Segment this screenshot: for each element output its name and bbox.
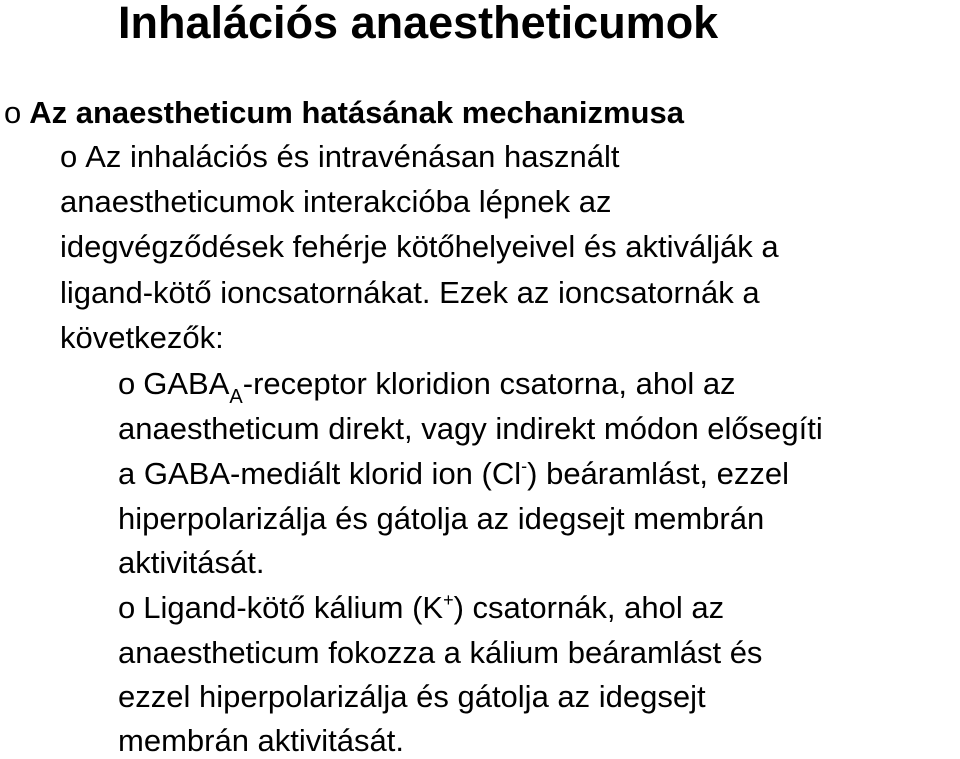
slide-title: Inhalációs anaestheticumok bbox=[118, 0, 719, 48]
gaba-text: -receptor kloridion csatorna, ahol az bbox=[242, 366, 736, 401]
level1-heading-line bbox=[4, 95, 684, 131]
bullet-marker: o bbox=[118, 590, 136, 625]
gaba-text: ) beáramlást, ezzel bbox=[527, 456, 790, 491]
level2-line-4: ligand-kötő ioncsatornákat. Ezek az ioncsatornák a bbox=[60, 275, 760, 310]
gaba-line-2: anaestheticum direkt, vagy indirekt módon elősegíti bbox=[118, 411, 823, 446]
level2-line-1 bbox=[60, 139, 619, 175]
chloride-charge: - bbox=[521, 456, 528, 476]
potassium-line-3: ezzel hiperpolarizálja és gátolja az idegsejt bbox=[118, 679, 706, 714]
gaba-text: GABA bbox=[143, 366, 230, 401]
bullet-marker: o bbox=[4, 95, 22, 130]
potassium-text: ) csatornák, ahol az bbox=[453, 590, 725, 625]
potassium-charge: + bbox=[443, 590, 454, 610]
level2-line-3: idegvégződések fehérje kötőhelyeivel és aktiválják a bbox=[60, 229, 779, 264]
bullet-marker: o bbox=[118, 366, 136, 401]
potassium-line-4: membrán aktivitását. bbox=[118, 723, 404, 758]
gaba-line-5: aktivitását. bbox=[118, 545, 265, 580]
bullet-marker: o bbox=[60, 139, 78, 174]
level2-line-2: anaestheticumok interakcióba lépnek az bbox=[60, 184, 612, 219]
gaba-subscript: A bbox=[229, 386, 243, 408]
gaba-text: a GABA-mediált klorid ion (Cl bbox=[118, 456, 522, 491]
level2-line-5: következők: bbox=[60, 320, 224, 355]
potassium-line-2: anaestheticum fokozza a kálium beáramlást és bbox=[118, 635, 763, 670]
gaba-line-1 bbox=[118, 366, 736, 408]
mechanism-heading: Az anaestheticum hatásának mechanizmusa bbox=[29, 95, 684, 130]
level2-text: Az inhalációs és intravénásan használt bbox=[85, 139, 620, 174]
gaba-line-4: hiperpolarizálja és gátolja az idegsejt membrán bbox=[118, 501, 765, 536]
potassium-text: Ligand-kötő kálium (K bbox=[143, 590, 444, 625]
gaba-line-3 bbox=[118, 456, 789, 492]
potassium-line-1 bbox=[118, 590, 724, 626]
